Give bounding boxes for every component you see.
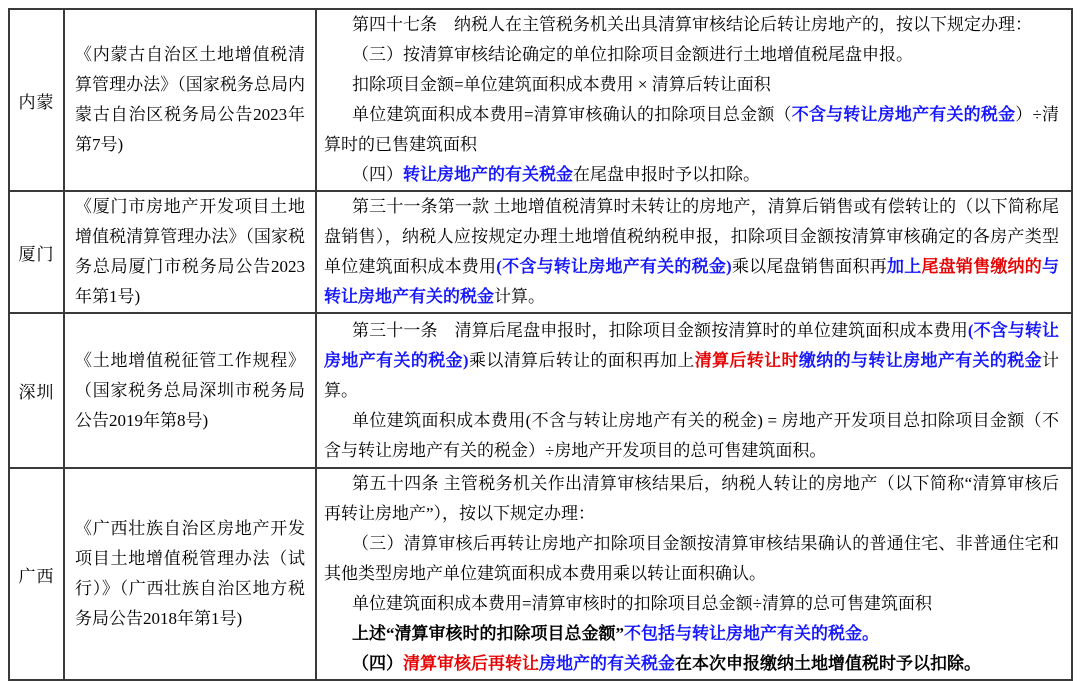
text-run: （三）按清算审核结论确定的单位扣除项目金额进行土地增值税尾盘申报。 bbox=[352, 45, 914, 64]
source-cell: 《广西壮族自治区房地产开发项目土地增值税管理办法（试行）》（广西壮族自治区地方税务局公告2018年第1号) bbox=[64, 468, 316, 680]
text-run: 乘以清算后转让的面积再加上 bbox=[468, 350, 695, 370]
text-run: 不含与转让房地产有关的税金 bbox=[791, 105, 1016, 124]
region-cell: 深圳 bbox=[9, 313, 64, 468]
content-paragraph bbox=[324, 529, 1059, 589]
text-run: 计算。 bbox=[494, 287, 545, 306]
content-paragraph bbox=[324, 192, 1059, 312]
text-run: 第四十七条 纳税人在主管税务机关出具清算审核结论后转让房地产的，按以下规定办理： bbox=[352, 15, 1033, 34]
text-run: 清算后转让时 bbox=[694, 350, 799, 370]
content-paragraph bbox=[324, 406, 1059, 466]
text-run: 扣除项目金额=单位建筑面积成本费用 × 清算后转让面积 bbox=[352, 75, 771, 94]
region-cell: 内蒙 bbox=[9, 9, 64, 191]
source-cell: 《厦门市房地产开发项目土地增值税清算管理办法》（国家税务总局厦门市税务局公告2023年第1号) bbox=[64, 191, 316, 313]
content-paragraph bbox=[324, 100, 1059, 160]
table-row bbox=[9, 313, 1072, 468]
content-paragraph bbox=[324, 160, 1059, 190]
regulations-table bbox=[8, 8, 1073, 681]
content-cell bbox=[316, 9, 1072, 191]
region-cell: 厦门 bbox=[9, 191, 64, 313]
content-paragraph bbox=[324, 469, 1059, 529]
text-run: （四） bbox=[352, 165, 404, 184]
text-run: 计算。 bbox=[324, 350, 1060, 400]
text-run: 第三十一条第一款 土地增值税清算时未转让的房地产，清算后销售或有偿转让的（以下简称尾盘销售），纳税人应按规定办理土地增值税纳税申报，扣除项目金额按清算审核确定的各房产类型单位建筑面积成本费用 bbox=[324, 197, 1059, 276]
content-paragraph bbox=[324, 649, 1059, 679]
text-run: （四） bbox=[352, 654, 404, 673]
text-run: 与转让房地产有关的税金 bbox=[324, 257, 1060, 306]
text-run: 尾盘销售缴纳的 bbox=[921, 257, 1043, 276]
content-paragraph bbox=[324, 40, 1059, 70]
text-run: 上述“清算审核时的扣除项目总金额” bbox=[352, 624, 625, 643]
content-paragraph bbox=[324, 316, 1059, 406]
text-run: 第五十四条 主管税务机关作出清算审核结果后，纳税人转让的房地产（以下简称“清算审核后再转让房地产”），按以下规定办理： bbox=[324, 474, 1059, 523]
content-paragraph bbox=[324, 10, 1059, 40]
table-body bbox=[9, 9, 1072, 680]
text-run: 在本次申报缴纳土地增值税时予以扣除。 bbox=[675, 654, 982, 673]
table-row bbox=[9, 468, 1072, 680]
text-run: （三）清算审核后再转让房地产扣除项目金额按清算审核结果确认的普通住宅、非普通住宅和其他类型房地产单位建筑面积成本费用乘以转让面积确认。 bbox=[324, 534, 1059, 583]
text-run: 第三十一条 清算后尾盘申报时，扣除项目金额按清算时的单位建筑面积成本费用 bbox=[352, 320, 968, 340]
text-run: 转让房地产的有关税金 bbox=[403, 165, 574, 184]
content-cell bbox=[316, 468, 1072, 680]
text-run: (不含与转让房地产有关的税金) bbox=[496, 257, 732, 276]
content-paragraph bbox=[324, 70, 1059, 100]
text-run: 在尾盘申报时予以扣除。 bbox=[573, 165, 761, 184]
source-cell: 《土地增值税征管工作规程》（国家税务总局深圳市税务局公告2019年第8号) bbox=[64, 313, 316, 468]
content-paragraph bbox=[324, 619, 1059, 649]
text-run: 缴纳的与转让房地产有关的税金 bbox=[798, 350, 1043, 370]
content-paragraph bbox=[324, 589, 1059, 619]
table-row bbox=[9, 9, 1072, 191]
text-run: 清算审核后再转让 bbox=[403, 654, 540, 673]
region-cell: 广西 bbox=[9, 468, 64, 680]
text-run: 单位建筑面积成本费用=清算审核确认的扣除项目总金额（ bbox=[352, 105, 792, 124]
text-run: 不包括与转让房地产有关的税金。 bbox=[624, 624, 880, 643]
text-run: 房地产的有关税金 bbox=[539, 654, 676, 673]
text-run: 加上 bbox=[886, 257, 922, 276]
table-row bbox=[9, 191, 1072, 313]
text-run: 乘以尾盘销售面积再 bbox=[731, 257, 887, 276]
source-cell: 《内蒙古自治区土地增值税清算管理办法》（国家税务总局内蒙古自治区税务局公告2023年第7号) bbox=[64, 9, 316, 191]
text-run: ）÷清算时的已售建筑面积 bbox=[324, 105, 1059, 154]
content-cell bbox=[316, 313, 1072, 468]
text-run: 单位建筑面积成本费用(不含与转让房地产有关的税金) = 房地产开发项目总扣除项目金额（不含与转让房地产有关的税金）÷房地产开发项目的总可售建筑面积。 bbox=[324, 410, 1059, 460]
content-cell bbox=[316, 191, 1072, 313]
text-run: (不含与转让房地产有关的税金) bbox=[324, 320, 1059, 370]
text-run: 单位建筑面积成本费用=清算审核时的扣除项目总金额÷清算的总可售建筑面积 bbox=[352, 594, 932, 613]
